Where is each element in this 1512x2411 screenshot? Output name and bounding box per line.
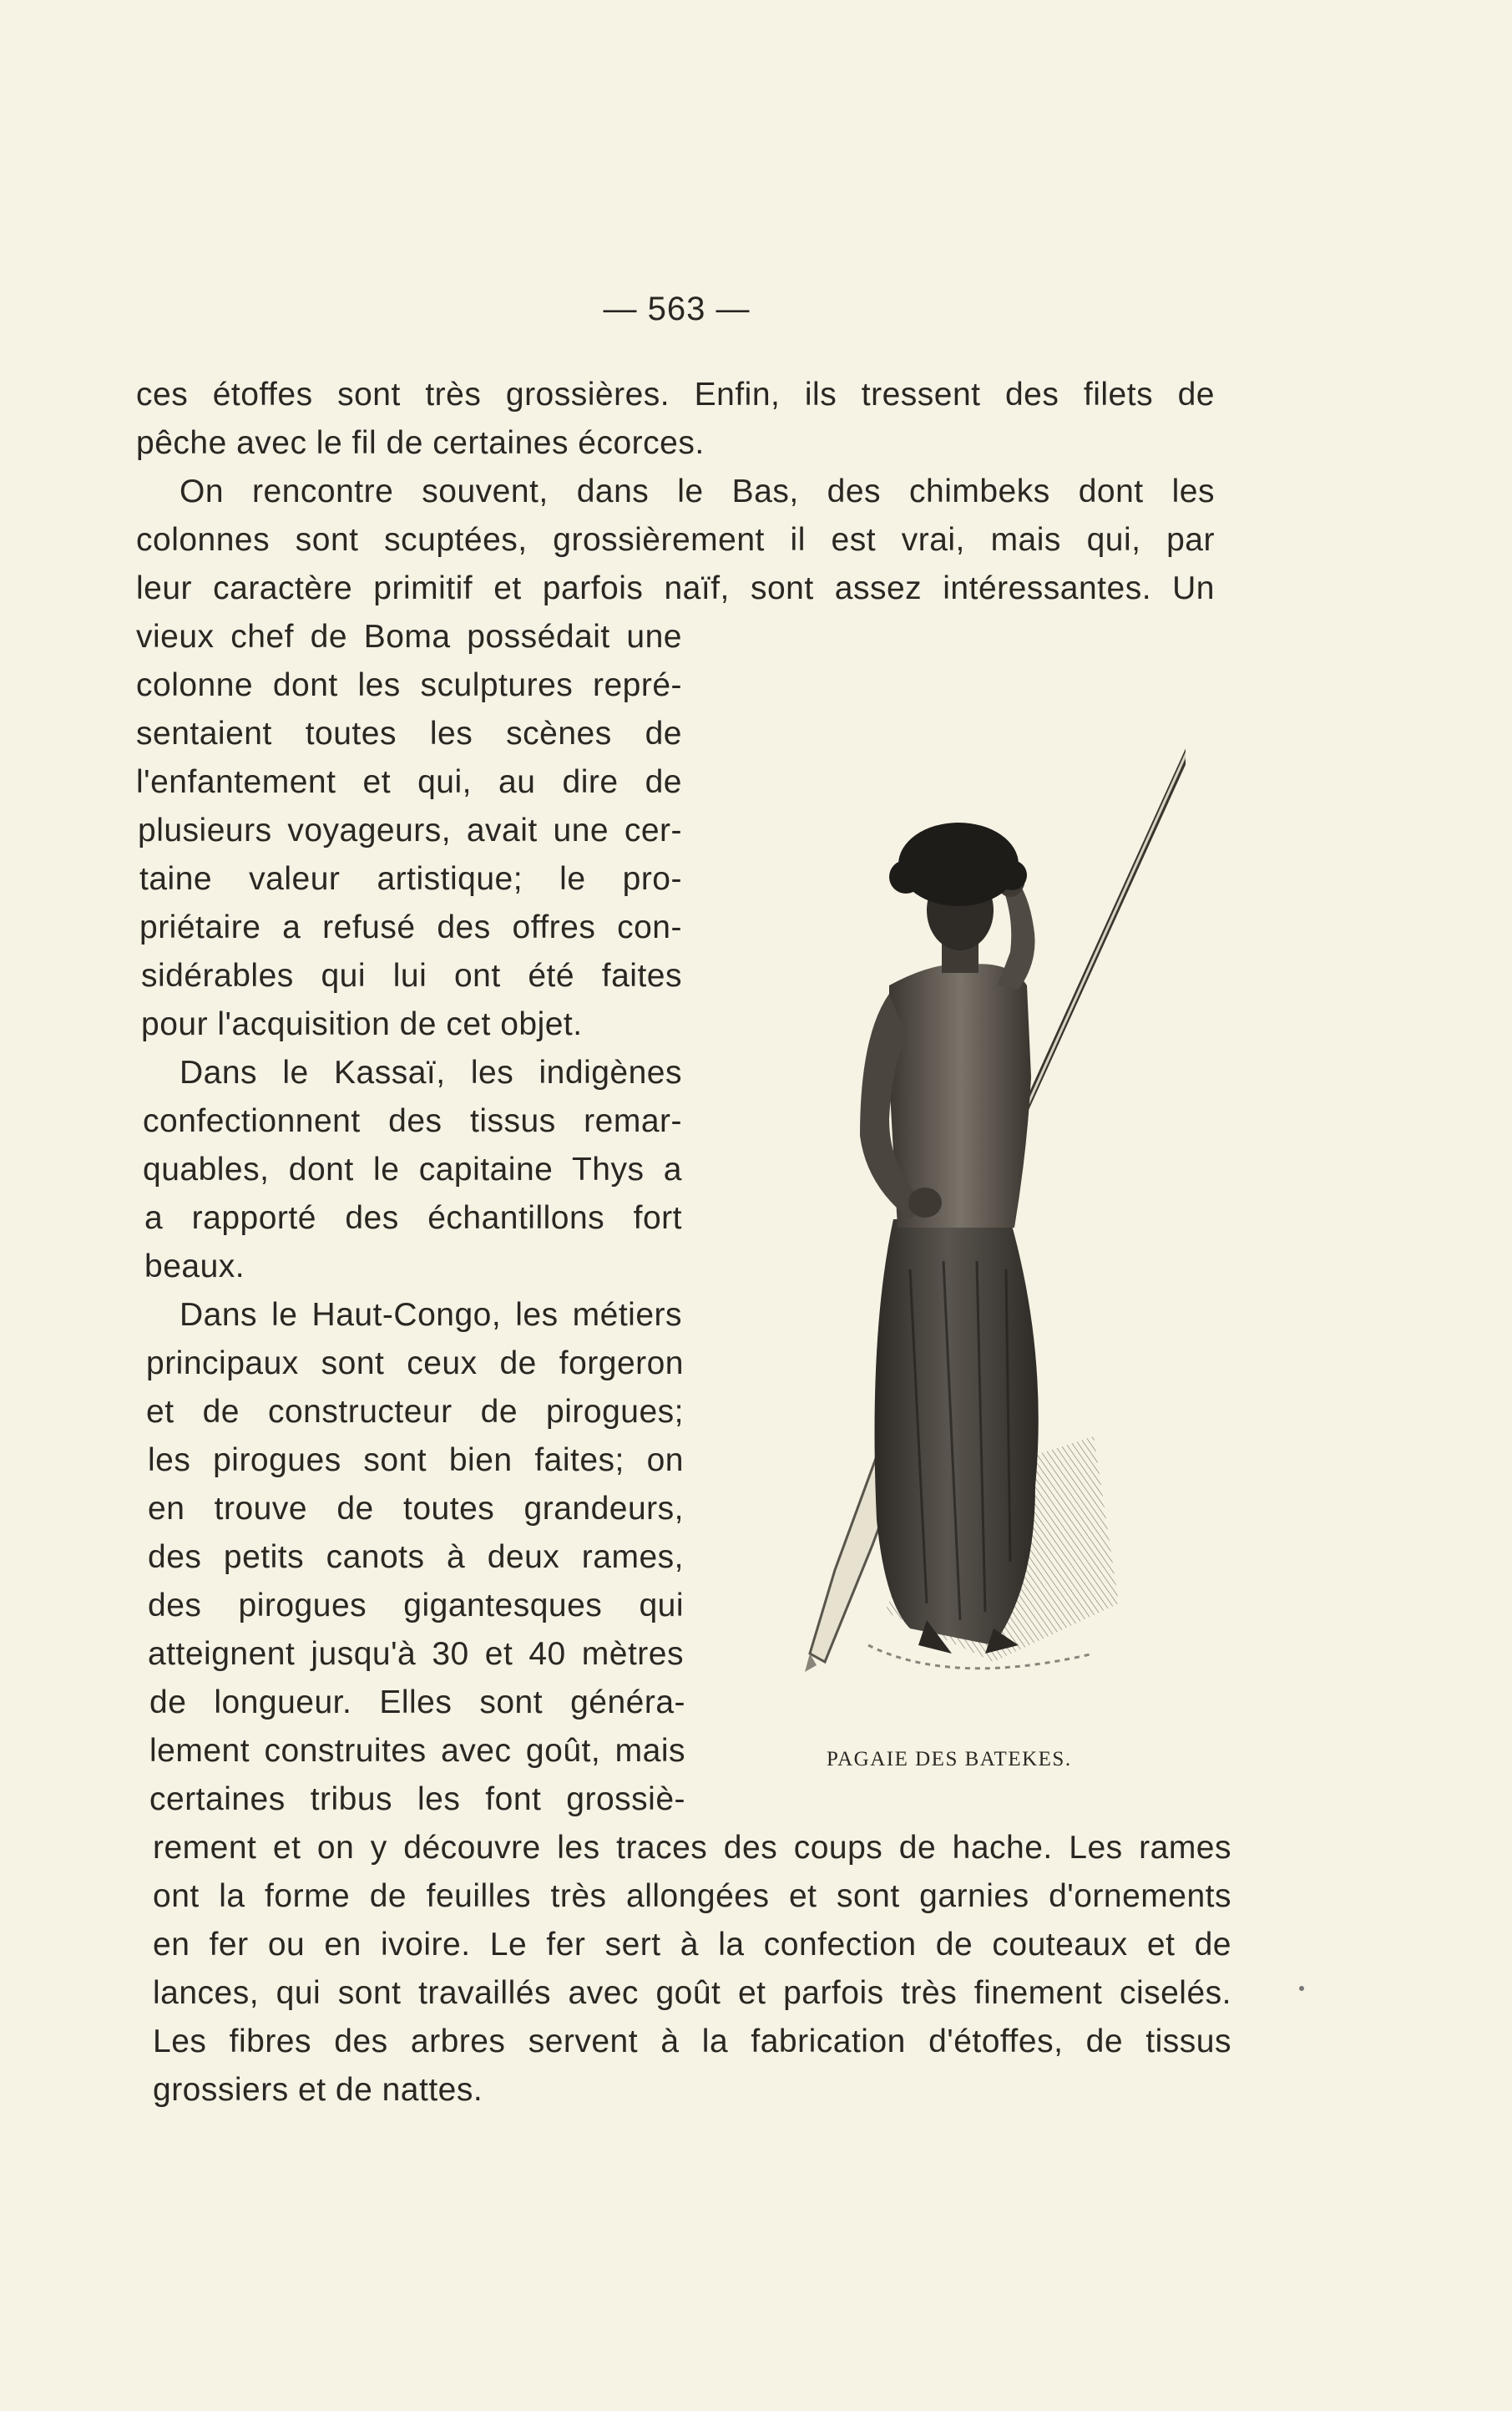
text-line: et de constructeur de pirogues; [146,1394,684,1430]
text-line: les pirogues sont bien faites; on [148,1442,684,1478]
text-line: leur caractère primitif et parfois naïf, sont assez intéressantes. Un [136,570,1215,606]
text-line: de longueur. Elles sont généra- [149,1684,685,1720]
text-line: priétaire a refusé des offres con- [139,909,682,945]
engraving-illustration [718,685,1186,1720]
text-line: des petits canots à deux rames, [148,1539,684,1575]
text-line: grossiers et de nattes. [153,2072,483,2108]
ink-speck [1299,1986,1304,1991]
text-line: l'enfantement et qui, au dire de [136,764,682,800]
text-line: Les fibres des arbres servent à la fabrication d'étoffes, de tissus [153,2024,1231,2059]
text-line: en trouve de toutes grandeurs, [148,1491,684,1527]
text-line: colonnes sont scuptées, grossièrement il est vrai, mais qui, par [136,522,1215,558]
text-line: quables, dont le capitaine Thys a [143,1152,682,1188]
text-line: lement construites avec goût, mais [149,1733,685,1769]
text-line: rement et on y découvre les traces des coups de hache. Les rames [153,1830,1231,1866]
text-line: pour l'acquisition de cet objet. [141,1006,583,1042]
text-line: certaines tribus les font grossiè- [149,1781,685,1817]
text-line: ces étoffes sont très grossières. Enfin, ils tressent des filets de [136,377,1215,413]
text-line: atteignent jusqu'à 30 et 40 mètres [148,1636,684,1672]
text-line: colonne dont les sculptures repré- [136,667,682,703]
text-line: a rapporté des échantillons fort [144,1200,682,1236]
page-number: — 563 — [603,291,751,327]
text-line: plusieurs voyageurs, avait une cer- [138,813,682,848]
text-line: beaux. [144,1249,245,1284]
text-line: confectionnent des tissus remar- [143,1103,682,1139]
text-line: On rencontre souvent, dans le Bas, des chimbeks dont les [180,474,1215,509]
text-line: principaux sont ceux de forgeron [146,1345,684,1381]
text-line: Dans le Kassaï, les indigènes [180,1055,682,1091]
figure-caption: PAGAIE DES BATEKES. [827,1748,1072,1770]
text-line: en fer ou en ivoire. Le fer sert à la confection de couteaux et de [153,1927,1231,1963]
text-line: sidérables qui lui ont été faites [141,958,682,994]
text-line: des pirogues gigantesques qui [148,1588,684,1623]
text-line: taine valeur artistique; le pro- [139,861,682,897]
text-line: Dans le Haut-Congo, les métiers [180,1297,682,1333]
text-line: pêche avec le fil de certaines écorces. [136,425,705,461]
text-line: sentaient toutes les scènes de [136,716,682,752]
text-line: lances, qui sont travaillés avec goût et parfois très finement ciselés. [153,1975,1231,2011]
text-line: ont la forme de feuilles très allongées et sont garnies d'ornements [153,1878,1231,1914]
text-line: vieux chef de Boma possédait une [136,619,682,655]
man-with-paddle-icon [718,685,1186,1720]
